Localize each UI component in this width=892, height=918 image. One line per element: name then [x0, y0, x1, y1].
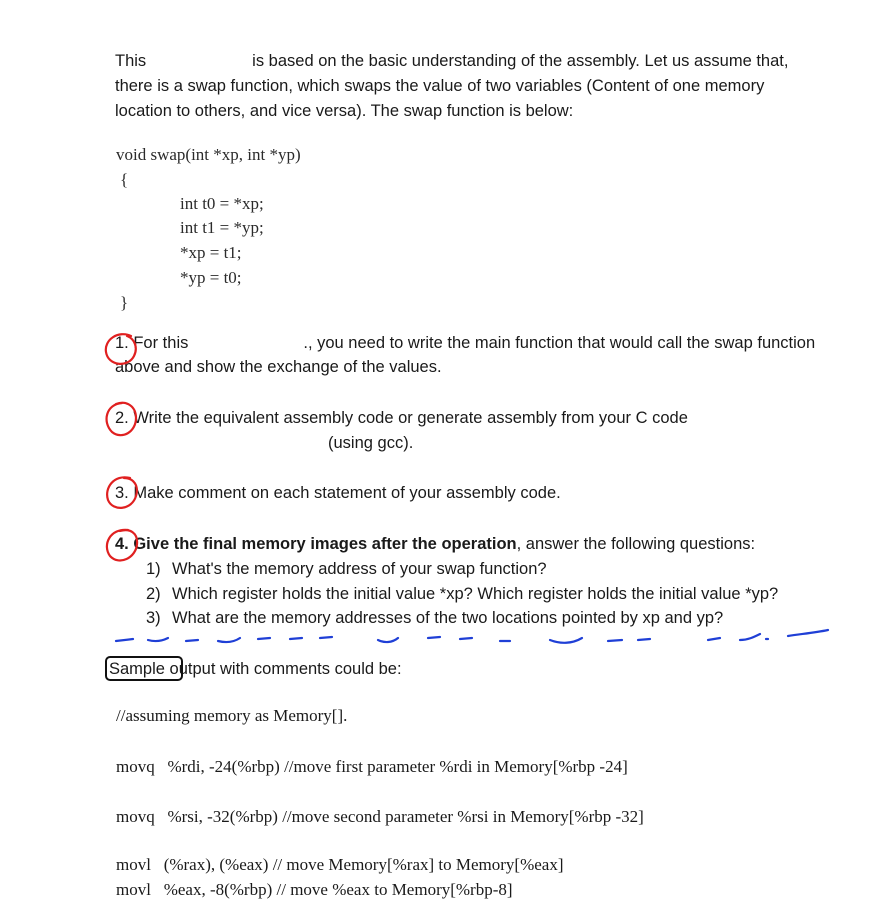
task-2-line-2: (using gcc).: [328, 434, 414, 452]
question-1: [146, 560, 547, 579]
question-number: 1): [146, 560, 161, 578]
code-signature: void swap(int *xp, int *yp): [116, 145, 301, 164]
code-line: int t1 = *yp;: [180, 218, 264, 237]
sample-output-label: Sample output with comments could be:: [109, 660, 402, 678]
asm-line: movl (%rax), (%eax) // move Memory[%rax] to Memory[%eax]: [116, 855, 564, 874]
question-number: 3): [146, 609, 161, 627]
task-2-line-1: 2. Write the equivalent assembly code or generate assembly from your C code: [115, 409, 688, 427]
code-line: *xp = t1;: [180, 243, 242, 262]
question-text: What are the memory addresses of the two locations pointed by xp and yp?: [172, 609, 724, 627]
question-3: [146, 609, 723, 628]
question-text: Which register holds the initial value *xp? Which register holds the initial value *yp?: [172, 585, 779, 603]
asm-line: movq %rdi, -24(%rbp) //move first parameter %rdi in Memory[%rbp -24]: [116, 757, 628, 776]
asm-comment: //assuming memory as Memory[].: [116, 706, 348, 725]
task-1-line-2: above and show the exchange of the values.: [115, 358, 442, 376]
intro-word-this: This: [115, 52, 147, 70]
task-4-rest: , answer the following questions:: [516, 535, 756, 553]
question-text: What's the memory address of your swap function?: [172, 560, 547, 578]
task-4-heading: [115, 535, 755, 554]
asm-line: movq %rsi, -32(%rbp) //move second parameter %rsi in Memory[%rbp -32]: [116, 807, 644, 826]
task-1-text: ., you need to write the main function that would call the swap function: [303, 334, 816, 352]
intro-line-3: location to others, and vice versa). The swap function is below:: [115, 102, 574, 120]
task-3-line-1: 3. Make comment on each statement of your assembly code.: [115, 484, 561, 502]
question-number: 2): [146, 585, 161, 603]
code-open-brace: {: [120, 170, 129, 189]
task-1-line-1: [115, 334, 815, 353]
asm-line: movl %eax, -8(%rbp) // move %eax to Memory[%rbp-8]: [116, 880, 513, 899]
task-1-lead: 1. For this: [115, 334, 189, 352]
code-line: int t0 = *xp;: [180, 194, 264, 213]
intro-line-2: there is a swap function, which swaps the value of two variables (Content of one memory: [115, 77, 765, 95]
intro-line-1-text: is based on the basic understanding of the assembly. Let us assume that,: [252, 52, 789, 70]
code-close-brace: }: [120, 293, 129, 312]
blue-dashed-underline: [116, 630, 828, 643]
question-2: [146, 585, 778, 604]
intro-line-1: [115, 52, 788, 71]
code-line: *yp = t0;: [180, 268, 242, 287]
task-4-bold: 4. Give the final memory images after the operation: [115, 535, 517, 553]
